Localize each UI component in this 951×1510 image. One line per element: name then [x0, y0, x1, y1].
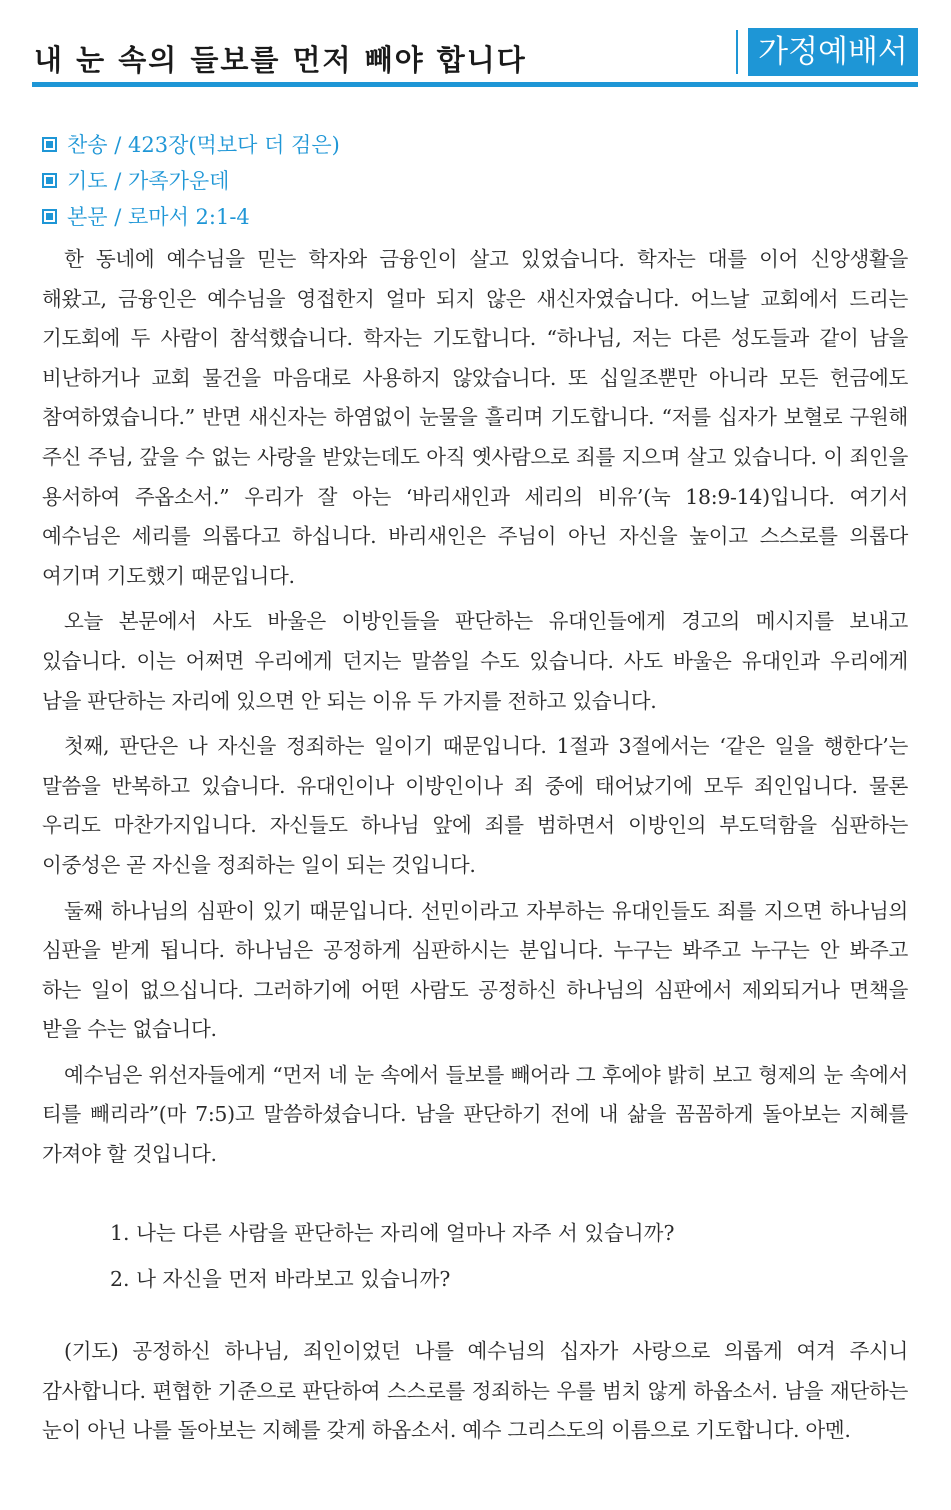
square-bullet-icon — [42, 209, 57, 224]
scripture-item — [42, 198, 902, 234]
question-item: 2. 나 자신을 먼저 바라보고 있습니까? — [110, 1267, 451, 1291]
body-paragraph: 오늘 본문에서 사도 바울은 이방인들을 판단하는 유대인들에게 경고의 메시지를 보내고 있습니다. 이는 어쩌면 우리에게 던지는 말씀일 수도 있습니다. 사도 바울은 유대인과 우리에게 남을 판단하는 자리에 있으면 안 되는 이유 두 가지를 전하고 있습니다. — [42, 609, 908, 713]
reflection-questions — [110, 1213, 900, 1305]
page-header — [32, 26, 918, 88]
prayer-item — [42, 162, 902, 198]
square-bullet-icon — [42, 137, 57, 152]
hymn-label: 찬송 / 423장(먹보다 더 검은) — [67, 133, 340, 157]
body-paragraph: 둘째 하나님의 심판이 있기 때문입니다. 선민이라고 자부하는 유대인들도 죄를 지으면 하나님의 심판을 받게 됩니다. 하나님은 공정하게 심판하시는 분입니다. 누구는 봐주고 누구는 안 봐주고 하는 일이 없으십니다. 그러하기에 어떤 사람도 공정하신 하나님의 심판에서 제외되거나 면책을 받을 수는 없습니다. — [42, 898, 908, 1042]
sermon-body — [42, 240, 908, 1181]
header-rule — [32, 82, 918, 87]
page-title: 내 눈 속의 들보를 먼저 빼야 합니다 — [34, 43, 527, 77]
body-paragraph: 한 동네에 예수님을 믿는 학자와 금융인이 살고 있었습니다. 학자는 대를 이어 신앙생활을 해왔고, 금융인은 예수님을 영접한지 얼마 되지 않은 새신자였습니다. 어느날 교회에서 드리는 기도회에 두 사람이 참석했습니다. 학자는 기도합니다. “하나님, 저는 다른 성도들과 같이 남을 비난하거나 교회 물건을 마음대로 사용하지 않았습니다. 또 십일조뿐만 아니라 모든 헌금에도 참여하였습니다.” 반면 새신자는 하염없이 눈물을 흘리며 기도합니다. “저를 십자가 보혈로 구원해 주신 주님, 갚을 수 없는 사랑을 받았는데도 아직 옛사람으로 죄를 지으며 살고 있습니다. 이 죄인을 용서하여 주옵소서.” 우리가 잘 아는 ‘바리새인과 세리의 비유’(눅 18:9-14)입니다. 여기서 예수님은 세리를 의롭다고 하십니다. 바리새인은 주님이 아닌 자신을 높이고 스스로를 의롭다 여기며 기도했기 때문입니다. — [42, 247, 908, 588]
square-bullet-icon — [42, 173, 57, 188]
worship-order-list — [42, 126, 902, 234]
scripture-label: 본문 / 로마서 2:1-4 — [67, 205, 250, 229]
header-divider — [736, 30, 738, 74]
prayer-label: 기도 / 가족가운데 — [67, 169, 230, 193]
body-paragraph: 예수님은 위선자들에게 “먼저 네 눈 속에서 들보를 빼어라 그 후에야 밝히 보고 형제의 눈 속에서 티를 빼리라”(마 7:5)고 말씀하셨습니다. 남을 판단하기 전에 내 삶을 꼼꼼하게 돌아보는 지혜를 가져야 할 것입니다. — [42, 1062, 908, 1167]
question-item: 1. 나는 다른 사람을 판단하는 자리에 얼마나 자주 서 있습니까? — [110, 1221, 675, 1245]
body-paragraph: 첫째, 판단은 나 자신을 정죄하는 일이기 때문입니다. 1절과 3절에서는 ‘같은 일을 행한다’는 말씀을 반복하고 있습니다. 유대인이나 이방인이나 죄 중에 태어났기에 모두 죄인입니다. 물론 우리도 마찬가지입니다. 자신들도 하나님 앞에 죄를 범하면서 이방인의 부도덕함을 심판하는 이중성은 곧 자신을 정죄하는 일이 되는 것입니다. — [42, 734, 908, 877]
prayer-text: (기도) 공정하신 하나님, 죄인이었던 나를 예수님의 십자가 사랑으로 의롭게 여겨 주시니 감사합니다. 편협한 기준으로 판단하여 스스로를 정죄하는 우를 범치 않게 하옵소서. 남을 재단하는 눈이 아닌 나를 돌아보는 지혜를 갖게 하옵소서. 예수 그리스도의 이름으로 기도합니다. 아멘. — [42, 1339, 908, 1443]
hymn-item — [42, 126, 902, 162]
closing-prayer — [42, 1332, 908, 1451]
section-badge: 가정예배서 — [748, 28, 918, 76]
